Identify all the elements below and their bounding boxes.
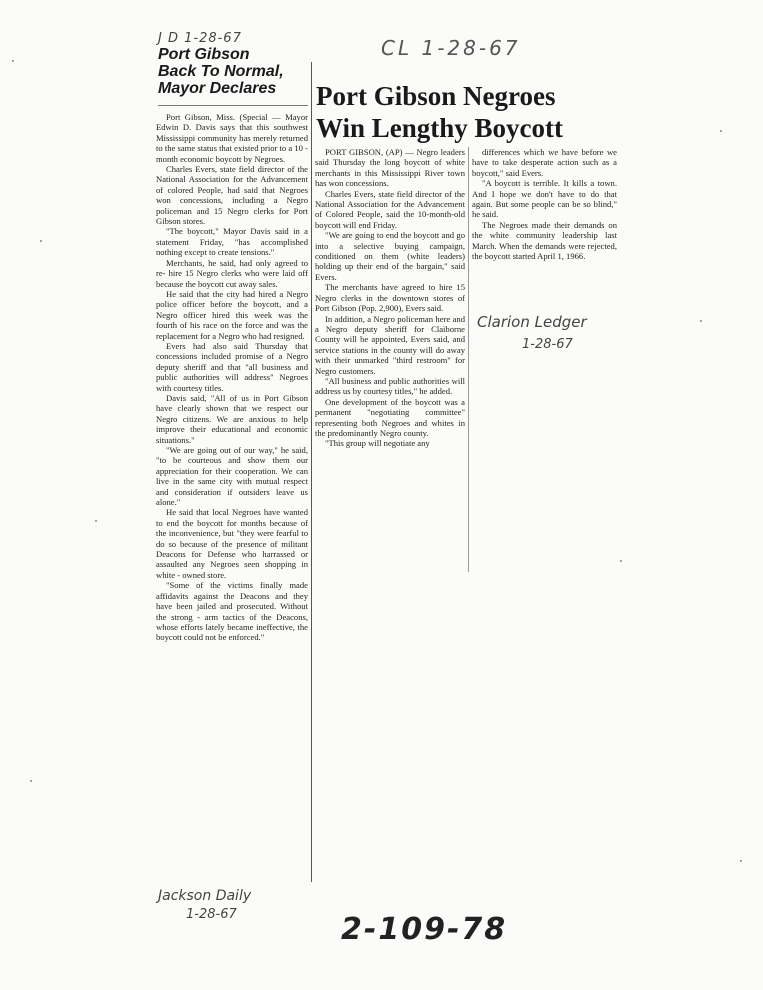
paragraph: "Some of the victims finally made affidavits against the Deacons and they have been jailed and prosecuted. Without the strong - arm tactics of the Deacons, whose efforts lately became ineffective, the boycott could not be enforced." [156,580,308,643]
left-headline-line: Mayor Declares [158,80,277,97]
paragraph: "This group will negotiate any [325,438,430,449]
paragraph: Port Gibson, Miss. (Special — Mayor Edwin D. Davis says that this southwest Mississippi community has merely returned to the same status that existed prior to a 10 - month economic boycott by Negroes. [156,112,308,164]
paragraph: "The boycott," Mayor Davis said in a statement Friday, "has accomplished nothing except to create tensions." [156,226,308,258]
paragraph: Charles Evers, state field director of the National Association for the Advancement of colored People, had said that Negroes won concessions, including a Negro policeman and 15 Negro clerks for Port Gibson stores. [156,164,308,227]
scan-speck [620,560,622,562]
handwritten-date-top-left: J D 1-28-67 [158,31,242,46]
right-article-column-1 [315,147,465,449]
scan-speck [700,320,702,322]
handwritten-document-number: 2-109-78 [341,912,508,947]
column-divider [468,147,469,572]
scan-speck [12,60,14,62]
paragraph: Davis said, "All of us in Port Gibson have clearly shown that we respect our Negro citizens. We are anxious to help improve their educational and economic situations." [156,392,308,445]
scan-speck [40,240,42,242]
left-article-body [156,112,308,643]
column-divider [311,62,312,882]
paragraph: The Negroes made their demands on the white community leadership last March. When the demands were rejected, the boycott started April 1, 1966. [472,219,617,262]
scan-speck [30,780,32,782]
scan-speck [95,520,97,522]
handwritten-date-top-right: CL 1-28-67 [381,36,521,60]
paragraph: He said that the city had hired a Negro police officer before the boycott, and a Negro officer hired this week was the fourth of his race on the force and was the replacement for a Negro who had resigned. [156,288,308,341]
right-headline-line: Port Gibson Negroes [316,81,556,111]
paragraph: "We are going out of our way," he said, "to be courteous and show them our appreciation for their cooperation. We can live in the same city with mutual respect and consideration if outsiders leave us alone." [156,445,308,508]
right-headline-line: Win Lengthy Boycott [316,113,564,143]
paragraph: "We are going to end the boycott and go into a selective buying campaign, conditioned on them (white leaders) holding up their end of the bargain," said Evers. [315,230,465,282]
paragraph: In addition, a Negro policeman here and a Negro deputy sheriff for Claiborne County will be appointed, Evers said, and service stations in the county will do away with their unmarked "third restroom" for Negro customers. [315,313,465,376]
handwritten-source-clarion: Clarion Ledger [477,313,587,331]
handwritten-date-jackson: 1-28-67 [186,907,237,922]
paragraph: "A boycott is terrible. It kills a town. And I hope we don't have to do that again. But some people can be so blind," he said. [472,178,617,220]
handwritten-source-jackson: Jackson Daily [158,888,252,904]
right-article-column-2 [472,147,617,261]
headline-rule [158,105,308,106]
right-article-headline [316,80,606,144]
paragraph: Merchants, he said, had only agreed to re- hire 15 Negro clerks who were laid off because the boycott cut away sales. [156,257,308,289]
left-headline-line: Back To Normal, [158,63,284,80]
paragraph: Charles Evers, state field director of the National Association for the Advancement of Colored People, said the 10-month-old boycott will end Friday. [315,188,465,230]
paragraph: Evers had also said Thursday that concessions included promise of a Negro deputy sheriff and that "all business and public authorities will address" Negroes with courtesy titles. [156,340,308,393]
paragraph: PORT GIBSON, (AP) — Negro leaders said Thursday the long boycott of white merchants in this Mississippi River town has won concessions. [315,147,465,189]
paragraph: "All business and public authorities will address us by courtesy titles," he added. [315,375,465,397]
scan-speck [740,860,742,862]
left-headline-line: Port Gibson [158,46,250,63]
paragraph: One development of the boycott was a permanent "negotiating committee" representing both Negroes and whites in the predominantly Negro county. [315,396,465,438]
left-article-headline [158,46,308,97]
scan-speck [720,130,722,132]
paragraph: The merchants have agreed to hire 15 Negro clerks in the downtown stores of Port Gibson (Pop. 2,900), Evers said. [315,282,465,314]
paragraph: differences which we have before we have to take desperate action such as a boycott," said Evers. [472,147,617,178]
paragraph: He said that local Negroes have wanted to end the boycott for months because of the inconvenience, but "they were fearful to do so because of the presence of militant Deacons for Defense who harrassed or assaulted any Negroes seen shopping in white - owned store. [156,507,308,580]
handwritten-date-clarion: 1-28-67 [522,337,573,352]
